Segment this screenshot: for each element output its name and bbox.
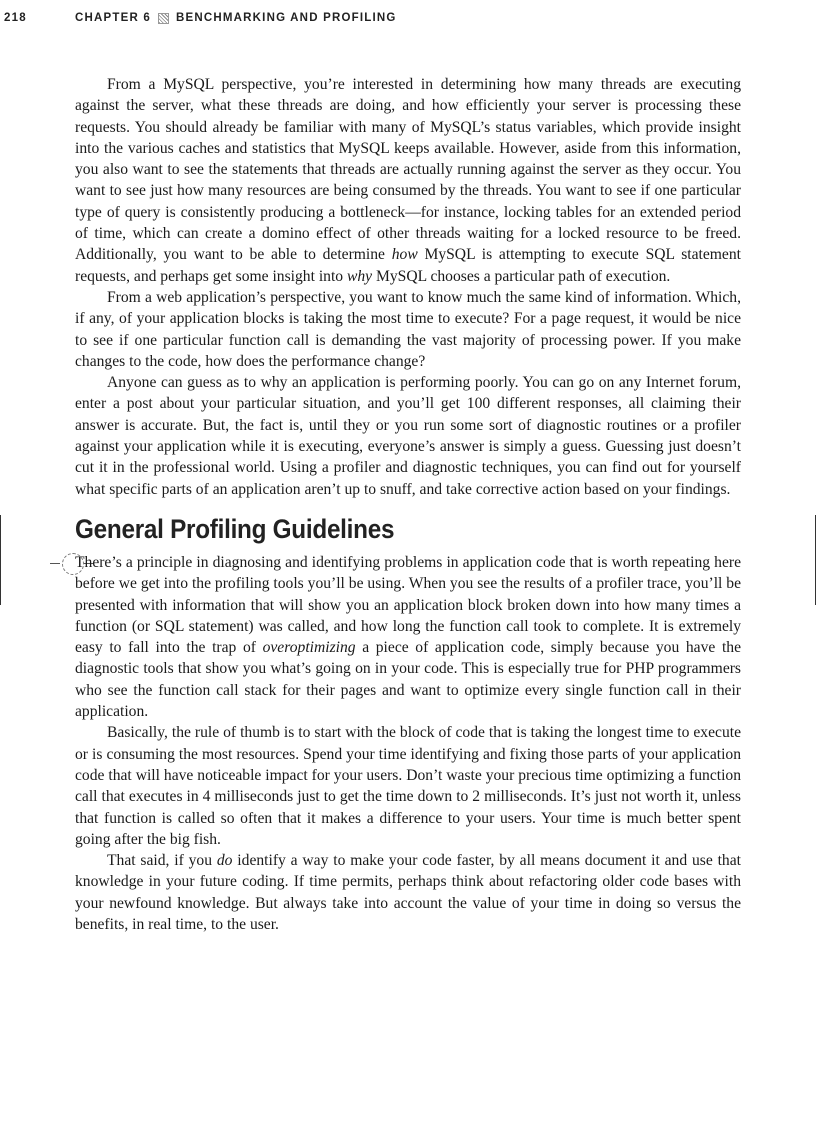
page-number: 218 (4, 12, 27, 24)
crop-mark-left (0, 515, 1, 605)
section-paragraph-3: That said, if you do identify a way to make your code faster, by all means document it and use that knowledge in your future coding. If time permits, perhaps think about refactoring older code bases with your newfound knowledge. But always take into account the value of your time in doing so versus the benefits, in real time, to the user. (75, 852, 741, 933)
chapter-label: CHAPTER 6 (75, 12, 151, 24)
emphasis-do: do (216, 852, 233, 870)
square-hatch-icon (158, 13, 169, 24)
section-paragraph-2: Basically, the rule of thumb is to start with the block of code that is taking the longest time to execute or is consuming the most resources. Spend your time identifying and fixing those parts of your application code that will have noticeable impact for your users. Don’t waste your precious time optimizing a function call that executes in 4 milliseconds just to get the time down to 2 milliseconds. It’s just not worth it, unless that function is called so often that it makes a difference to your users. Your time is much better spent going after the big fish. (75, 724, 741, 848)
emphasis-why: why (346, 267, 373, 285)
section-paragraph-1: There’s a principle in diagnosing and identifying problems in application code that is worth repeating here before we get into the profiling tools you’ll be using. When you see the results of a profiler trace, you’ll be presented with information that will show you an application block broken down into how many times a function (or SQL statement) was called, and how long the function call took to complete. It is extremely easy to fall into the trap of overoptimizing a piece of application code, simply because you have the diagnostic tools that show you what’s going on in your code. This is especially true for PHP programmers who see the function call stack for their pages and want to optimize every single function call in their application. (75, 553, 741, 721)
running-header (0, 12, 816, 30)
section-heading: General Profiling Guidelines (75, 513, 395, 544)
intro-paragraph-2: From a web application’s perspective, you want to know much the same kind of information. Which, if any, of your application blocks is taking the most time to execute? For a page request, it would be nice to see if one particular function call is demanding the vast majority of processing power. If you make changes to the code, how does the performance change? (75, 288, 741, 370)
running-head (75, 12, 397, 24)
emphasis-how: how (391, 246, 418, 264)
page-body (75, 74, 741, 935)
emphasis-overoptimizing: overoptimizing (262, 639, 356, 657)
intro-paragraph-1: From a MySQL perspective, you’re interested in determining how many threads are executing against the server, what these threads are doing, and how efficiently your server is processing these requests. You should already be familiar with many of MySQL’s status variables, which provide insight into the various caches and statistics that MySQL keeps available. However, aside from this information, you also want to see the statements that threads are actually running against the server as they occur. You want to see just how many resources are being consumed by the threads. You want to see if one particular type of query is consistently producing a bottleneck—for instance, locking tables for an extended period of time, which can create a domino effect of other threads waiting for a locked resource to be freed. Additionally, you want to be able to determine how MySQL is attempting to execute SQL statement requests, and perhaps get some insight into why MySQL chooses a particular path of execution. (75, 76, 741, 285)
intro-paragraph-3: Anyone can guess as to why an application is performing poorly. You can go on any Internet forum, enter a post about your particular situation, and you’ll get 100 different responses, all claiming their answer is accurate. But, the fact is, until they or you run some sort of diagnostic routines or a profiler against your application while it is executing, everyone’s answer is simply a guess. Guessing just doesn’t cut it in the professional world. Using a profiler and diagnostic techniques, you can find out for yourself what specific parts of an application aren’t up to snuff, and take corrective action based on your findings. (75, 374, 741, 498)
chapter-title: BENCHMARKING AND PROFILING (175, 12, 397, 24)
